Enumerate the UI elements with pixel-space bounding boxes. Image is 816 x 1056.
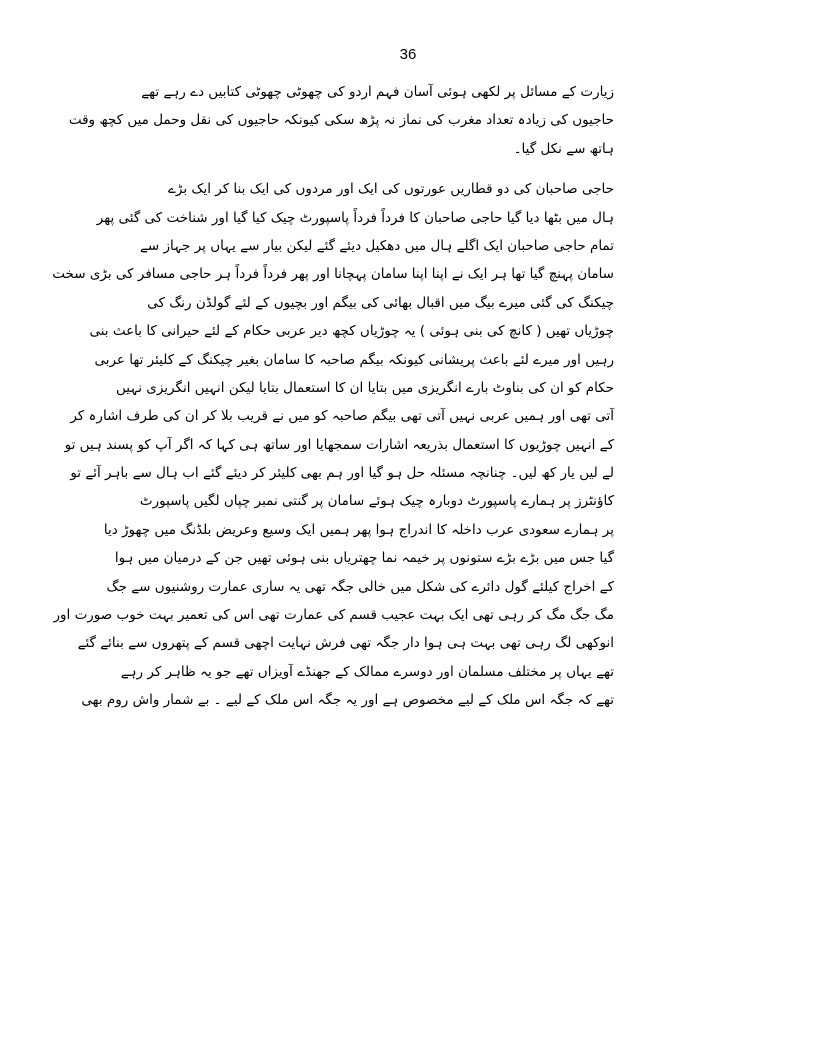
text-line: پر ہمارے سعودی عرب داخلہ کا اندراج ہوا پھر ہمیں ایک وسیع وعریض بلڈنگ میں چھوڑ دیا [103, 521, 614, 538]
text-line: تھے کہ جگہ اس ملک کے لیے مخصوص ہے اور یہ جگہ اس ملک کے لیے ۔ بے شمار واش روم بھی [81, 692, 614, 709]
text-line: زیارت کے مسائل پر لکھی ہوئی آسان فہم اردو کی چھوٹی چھوٹی کتابیں دے رہے تھے [141, 84, 614, 100]
text-line: ہاتھ سے نکل گیا۔ [513, 140, 614, 157]
text-line: لے لیں یار کھ لیں۔ چنانچہ مسئلہ حل ہو گیا اور ہم بھی کلیئر کر دیئے گئے اب ہال سے باہر آئے تو [70, 465, 614, 482]
text-line: گیا جس میں بڑے بڑے ستونوں پر خیمہ نما چھتریاں بنی ہوئی تھیں جن کے درمیان میں ہوا [114, 550, 614, 567]
text-line: حکام کو ان کی بناوٹ بارے انگریزی میں بتایا ان کا استعمال بتایا لیکن انہیں انگریزی نہیں [115, 379, 614, 396]
text-line: مگ جگ مگ کر رہی تھی ایک بہت عجیب قسم کی عمارت تھی اس کی تعمیر بہت خوب صورت اور [53, 607, 614, 624]
text-line: کاؤنٹرز پر ہمارے پاسپورٹ دوبارہ چیک ہوئے سامان پر گنتی نمبر چپاں لگیں پاسپورٹ [139, 493, 614, 510]
text-line: آتی تھی اور ہمیں عربی نہیں آتی تھی بیگم صاحبہ کو میں نے قریب بلا کر ان کی طرف اشارہ کر [70, 408, 614, 425]
text-line: ہال میں بٹھا دیا گیا حاجی صاحبان کا فرداً فرداً پاسپورٹ چیک کیا گیا اور شناخت کی گئی پھر [96, 209, 614, 226]
text-line: تھے یہاں پر مختلف مسلمان اور دوسرے ممالک کے جھنڈے آویزاں تھے جو یہ ظاہر کر رہے [120, 663, 614, 680]
text-line: کے اخراج کیلئے گول دائرے کی شکل میں خالی جگہ تھی یہ ساری عمارت روشنیوں سے جگ [106, 578, 614, 595]
text-line: تمام حاجی صاحبان ایک اگلے ہال میں دھکیل دیئے گئے لیکن بیار سے یہاں پر جہاز سے [140, 237, 614, 254]
text-line: سامان پہنچ گیا تھا ہر ایک نے اپنا اپنا سامان پہچانا اور پھر فرداً فرداً ہر حاجی مسافر کی بڑی سخت [52, 266, 614, 283]
body-text [52, 78, 614, 715]
page-number: 36 [399, 46, 417, 63]
text-line: رہیں اور میرے لئے باعث پریشانی کیونکہ بیگم صاحبہ کا سامان بغیر چیکنگ کے کلیئر تھا عربی [94, 351, 614, 368]
text-line: حاجی صاحبان کی دو قطاریں عورتوں کی ایک اور مردوں کی ایک بنا کر ایک بڑے [167, 181, 614, 198]
text-line: چیکنگ کی گئی میرے بیگ میں اقبال بھائی کی بیگم اور بچیوں کے لئے گولڈن رنگ کی [147, 294, 614, 311]
text-line: انوکھی لگ رہی تھی بہت ہی ہوا دار جگہ تھی فرش نہایت اچھی قسم کے پتھروں سے بنائے گئے [77, 635, 614, 652]
text-line: حاجیوں کی زیادہ تعداد مغرب کی نماز نہ پڑھ سکی کیونکہ حاجیوں کی نقل وحمل میں کچھ وقت [68, 112, 614, 129]
text-line: چوڑیاں تھیں ( کانچ کی بنی ہوئی ) یہ چوڑیاں کچھ دیر عربی حکام کے لئے حیرانی کا باعث بنی [89, 323, 614, 340]
text-line: کے انہیں چوڑیوں کا استعمال بذریعہ اشارات سمجھایا اور ساتھ ہی کہا کہ اگر آپ کو پسند ہیں تو [64, 436, 614, 453]
